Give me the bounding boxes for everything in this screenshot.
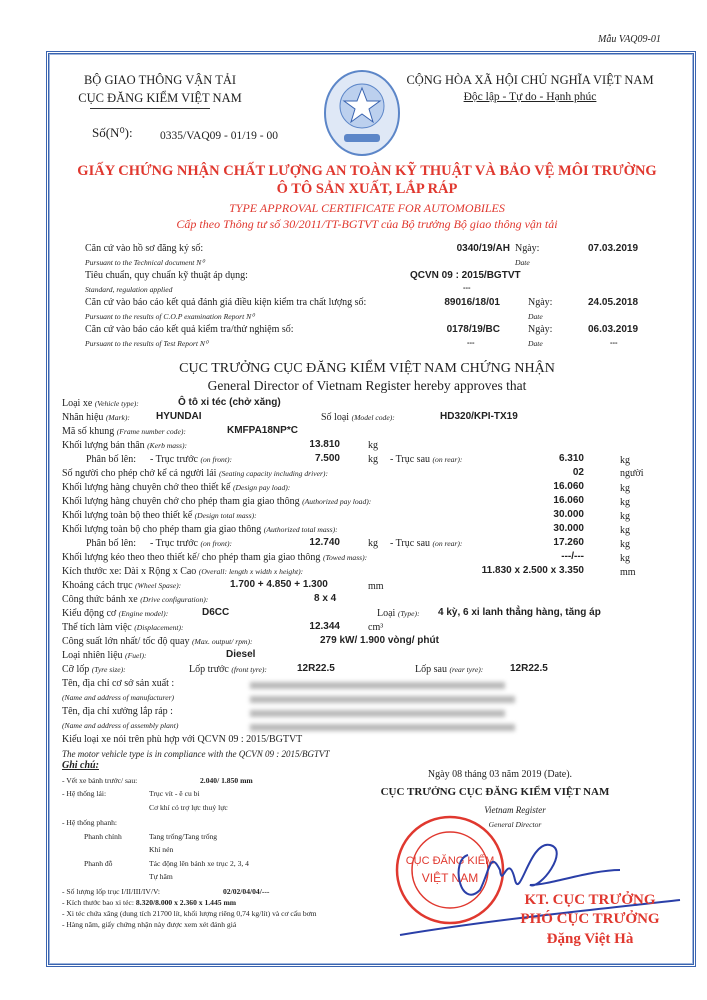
distribution-label: Phân bố lên:: [86, 538, 136, 549]
authorized-payload-label: Khối lượng hàng chuyên chở cho phép tham gia giao thông (Authorized pay load):: [62, 496, 372, 507]
form-code: Mẫu VAQ09-01: [598, 34, 661, 45]
front-axle-label: - Trục trước (on front):: [150, 454, 233, 465]
signatory-title-en-1: Vietnam Register: [484, 805, 546, 815]
unit: kg: [620, 553, 630, 564]
assembly-plant-label: Tên, địa chỉ xưởng lắp ráp :: [62, 706, 173, 717]
power: 279 kW/ 1.900 vòng/ phút: [320, 635, 439, 646]
certificate-number: 0335/VAQ09 - 01/19 - 00: [160, 130, 278, 142]
drive-config: 8 x 4: [314, 593, 337, 604]
rear-tyre-label: Lốp sau (rear tyre):: [415, 664, 484, 675]
design-total-mass-label: Khối lượng toàn bộ theo thiết kế (Design total mass):: [62, 510, 257, 521]
design-payload: 16.060: [553, 481, 584, 492]
dimensions-label: Kích thước xe: Dài x Rộng x Cao (Overall: length x width x height):: [62, 566, 304, 577]
manufacturer-address-redacted: [250, 696, 515, 703]
number-label: Số(N⁰):: [92, 125, 133, 140]
mark-value: HYUNDAI: [156, 411, 202, 422]
main-brake-label: Phanh chính: [84, 832, 122, 841]
unit: mm: [620, 567, 636, 578]
assembly-plant-label-en: (Name and address of assembly plant): [62, 721, 179, 730]
signatory-title: CỤC TRƯỞNG CỤC ĐĂNG KIỂM VIỆT NAM: [380, 786, 610, 798]
seat-unit: người: [620, 468, 644, 479]
frame-value: KMFPA18NP*C: [227, 425, 298, 436]
ref-value: 89016/18/01: [444, 297, 500, 308]
ref-date-en-value: ---: [610, 338, 618, 347]
dimensions: 11.830 x 2.500 x 3.350: [481, 565, 584, 576]
manufacturer-name-redacted: [250, 682, 505, 689]
svg-text:CỤC ĐĂNG KIỂM: CỤC ĐĂNG KIỂM: [405, 855, 495, 867]
ref-label-en: Standard, regulation applied: [85, 285, 173, 294]
ref-value-en: ---: [463, 283, 471, 292]
fuel-label: Loại nhiên liệu (Fuel):: [62, 650, 147, 661]
signatory-role-2: PHÓ CỤC TRƯỞNG: [520, 911, 660, 927]
model-label: Số loại (Model code):: [321, 412, 395, 423]
kerb-value: 13.810: [309, 439, 340, 450]
wheelbase-label: Khoảng cách trục (Wheel Spase):: [62, 580, 182, 591]
main-brake-value-2: Khí nén: [149, 845, 174, 854]
total-rear: 17.260: [553, 537, 584, 548]
manufacturer-label: Tên, địa chỉ cơ sở sản xuất :: [62, 678, 175, 689]
signatory-name: Đặng Việt Hà: [546, 931, 634, 947]
unit: kg: [620, 539, 630, 550]
ref-label: Tiêu chuẩn, quy chuẩn kỹ thuật áp dụng:: [85, 270, 248, 281]
stamp-and-signature: [390, 810, 690, 960]
approval-heading: CỤC TRƯỞNG CỤC ĐĂNG KIỂM VIỆT NAM CHỨNG NHẬN: [179, 361, 555, 376]
unit: kg: [620, 497, 630, 508]
ref-label: Căn cứ vào báo cáo kết quả đánh giá điều kiện kiểm tra chất lượng số:: [85, 297, 367, 308]
brake-label: - Hệ thống phanh:: [62, 818, 118, 827]
vehicle-type: Ô tô xi téc (chở xăng): [178, 397, 281, 408]
signatory-role-1: KT. CỤC TRƯỞNG: [524, 892, 656, 908]
design-total-mass: 30.000: [553, 509, 584, 520]
distribution-label: Phân bố lên:: [86, 454, 136, 465]
approval-heading-en: General Director of Vietnam Register hereby approves that: [207, 378, 527, 393]
engine-type-label: Loại (Type):: [377, 608, 420, 619]
ref-date-en: Date: [515, 258, 530, 267]
authorized-total-mass-label: Khối lượng toàn bộ cho phép tham gia giao thông (Authorized total mass):: [62, 524, 338, 535]
unit: kg: [620, 525, 630, 536]
ref-date: 06.03.2019: [588, 324, 639, 335]
ref-label-en: Pursuant to the Technical document N⁰: [85, 258, 205, 267]
displacement-unit: cm³: [368, 622, 384, 633]
total-front: 12.740: [309, 537, 340, 548]
parking-brake-value-2: Tự hãm: [149, 872, 173, 881]
engine-model-label: Kiểu động cơ (Engine model):: [62, 608, 169, 619]
unit: mm: [368, 581, 384, 592]
steering-value-2: Cơ khí có trợ lực thuỷ lực: [149, 803, 228, 812]
fuel: Diesel: [226, 649, 256, 660]
displacement-label: Thể tích làm việc (Displacement):: [62, 622, 184, 633]
ref-label: Căn cứ vào báo cáo kết quả kiểm tra/thử nghiệm số:: [85, 324, 294, 335]
signatory-title-en-2: General Director: [488, 820, 542, 829]
tank-dimensions: - Kích thước bao xi téc: 8.320/8.000 x 2.360 x 1.445 mm: [62, 898, 237, 907]
title-english: TYPE APPROVAL CERTIFICATE FOR AUTOMOBILES: [229, 201, 505, 215]
issued-under: Cấp theo Thông tư số 30/2011/TT-BGTVT của Bộ trưởng Bộ giao thông vận tải: [176, 217, 558, 231]
seat-value: 02: [572, 467, 584, 478]
agency-name: CỤC ĐĂNG KIỂM VIỆT NAM: [78, 91, 242, 105]
ref-value: 0340/19/AH: [456, 243, 510, 254]
rear-tyre: 12R22.5: [510, 663, 548, 674]
ref-date-label: Ngày:: [528, 324, 553, 335]
front-tyre: 12R22.5: [297, 663, 335, 674]
unit: kg: [368, 454, 378, 465]
compliance-statement: Kiểu loại xe nói trên phù hợp với QCVN 09 : 2015/BGTVT: [62, 734, 303, 745]
ref-date: 24.05.2018: [588, 297, 639, 308]
main-brake-value-1: Tang trống/Tang trống: [149, 832, 218, 841]
issue-date: Ngày 08 tháng 03 năm 2019 (Date).: [427, 769, 573, 780]
drive-config-label: Công thức bánh xe (Drive configuration):: [62, 594, 209, 605]
republic-name: CỘNG HÒA XÃ HỘI CHỦ NGHĨA VIỆT NAM: [406, 73, 654, 87]
annual-review-note: - Hàng năm, giấy chứng nhận này được xem xét đánh giá: [62, 920, 237, 929]
kerb-rear: 6.310: [558, 453, 584, 464]
ministry-name: BỘ GIAO THÔNG VẬN TẢI: [83, 73, 237, 87]
parking-brake-value-1: Tác động lên bánh xe trục 2, 3, 4: [149, 859, 249, 868]
front-tyre-label: Lốp trước (front tyre):: [189, 664, 267, 675]
unit: kg: [620, 511, 630, 522]
ref-date: 07.03.2019: [588, 243, 639, 254]
national-motto: Độc lập - Tự do - Hạnh phúc: [463, 91, 597, 103]
tyre-count: 02/02/04/04/---: [223, 887, 270, 896]
tank-description: - Xi téc chứa xăng (dung tích 21700 lít, khối lượng riêng 0,74 kg/lít) và cơ cấu bơm: [62, 909, 317, 918]
assembly-plant-address-redacted: [250, 724, 515, 731]
track-value: 2.040/ 1.850 mm: [200, 776, 253, 785]
model-value: HD320/KPI-TX19: [440, 411, 518, 422]
displacement: 12.344: [309, 621, 340, 632]
title-line1: GIẤY CHỨNG NHẬN CHẤT LƯỢNG AN TOÀN KỸ THUẬT VÀ BẢO VỆ MÔI TRƯỜNG: [77, 163, 657, 179]
unit: kg: [368, 440, 378, 451]
ref-label-en: Pursuant to the results of Test Report N⁰: [85, 339, 208, 348]
engine-model: D6CC: [202, 607, 230, 618]
compliance-statement-en: The motor vehicle type is in compliance with the QCVN 09 : 2015/BGTVT: [62, 749, 330, 759]
assembly-plant-name-redacted: [250, 710, 505, 717]
track-label: - Vết xe bánh trước/ sau:: [62, 776, 138, 785]
front-axle-label: - Trục trước (on front):: [150, 538, 233, 549]
kerb-front: 7.500: [314, 453, 340, 464]
tyre-count-label: - Số lượng lốp trục I/II/III/IV/V:: [62, 887, 161, 896]
mark-label: Nhãn hiệu (Mark):: [62, 412, 130, 423]
frame-label: Mã số khung (Frame number code):: [62, 426, 186, 437]
ref-date-en: Date: [528, 312, 543, 321]
ref-date-label: Ngày:: [515, 243, 540, 254]
ref-value-en: ---: [467, 338, 475, 347]
vehicle-type-row: Loại xe (Vehicle type):: [62, 398, 139, 409]
ref-label-en: Pursuant to the results of C.O.P examination Report N⁰: [85, 312, 255, 321]
agency-underline: [90, 108, 210, 109]
ref-value: QCVN 09 : 2015/BGTVT: [410, 270, 521, 281]
rear-axle-label: - Trục sau (on rear):: [390, 454, 463, 465]
ref-value: 0178/19/BC: [446, 324, 500, 335]
national-emblem-icon: [322, 68, 402, 158]
engine-type: 4 kỳ, 6 xi lanh thẳng hàng, tăng áp: [438, 607, 601, 618]
notes-heading: Ghi chú:: [62, 760, 99, 771]
unit: kg: [368, 538, 378, 549]
wheelbase: 1.700 + 4.850 + 1.300: [230, 579, 328, 590]
title-line2: Ô TÔ SẢN XUẤT, LẮP RÁP: [276, 181, 458, 197]
authorized-payload: 16.060: [553, 495, 584, 506]
design-payload-label: Khối lượng hàng chuyên chở theo thiết kế (Design pay load):: [62, 482, 291, 493]
steering-value-1: Trục vít - ê cu bi: [149, 789, 200, 798]
steering-label: - Hệ thống lái:: [62, 789, 107, 798]
kerb-label: Khối lượng bản thân (Kerb mass):: [62, 440, 188, 451]
parking-brake-label: Phanh đỗ: [84, 859, 113, 868]
svg-text:VIỆT NAM: VIỆT NAM: [421, 871, 479, 885]
seat-label: Số người cho phép chở kể cả người lái (Seating capacity including driver):: [62, 468, 328, 479]
towed-mass: ---/---: [561, 551, 584, 562]
power-label: Công suất lớn nhất/ tốc độ quay (Max. output/ rpm):: [62, 636, 253, 647]
manufacturer-label-en: (Name and address of manufacturer): [62, 693, 175, 702]
towed-mass-label: Khối lượng kéo theo theo thiết kế/ cho phép tham gia giao thông (Towed mass):: [62, 552, 368, 563]
unit: kg: [620, 483, 630, 494]
rear-axle-label: - Trục sau (on rear):: [390, 538, 463, 549]
authorized-total-mass: 30.000: [553, 523, 584, 534]
unit: kg: [620, 455, 630, 466]
ref-date-en: Date: [528, 339, 543, 348]
ref-label: Căn cứ vào hồ sơ đăng ký số:: [85, 243, 204, 254]
ref-date-label: Ngày:: [528, 297, 553, 308]
tyre-size-label: Cỡ lốp (Tyre size):: [62, 664, 126, 675]
